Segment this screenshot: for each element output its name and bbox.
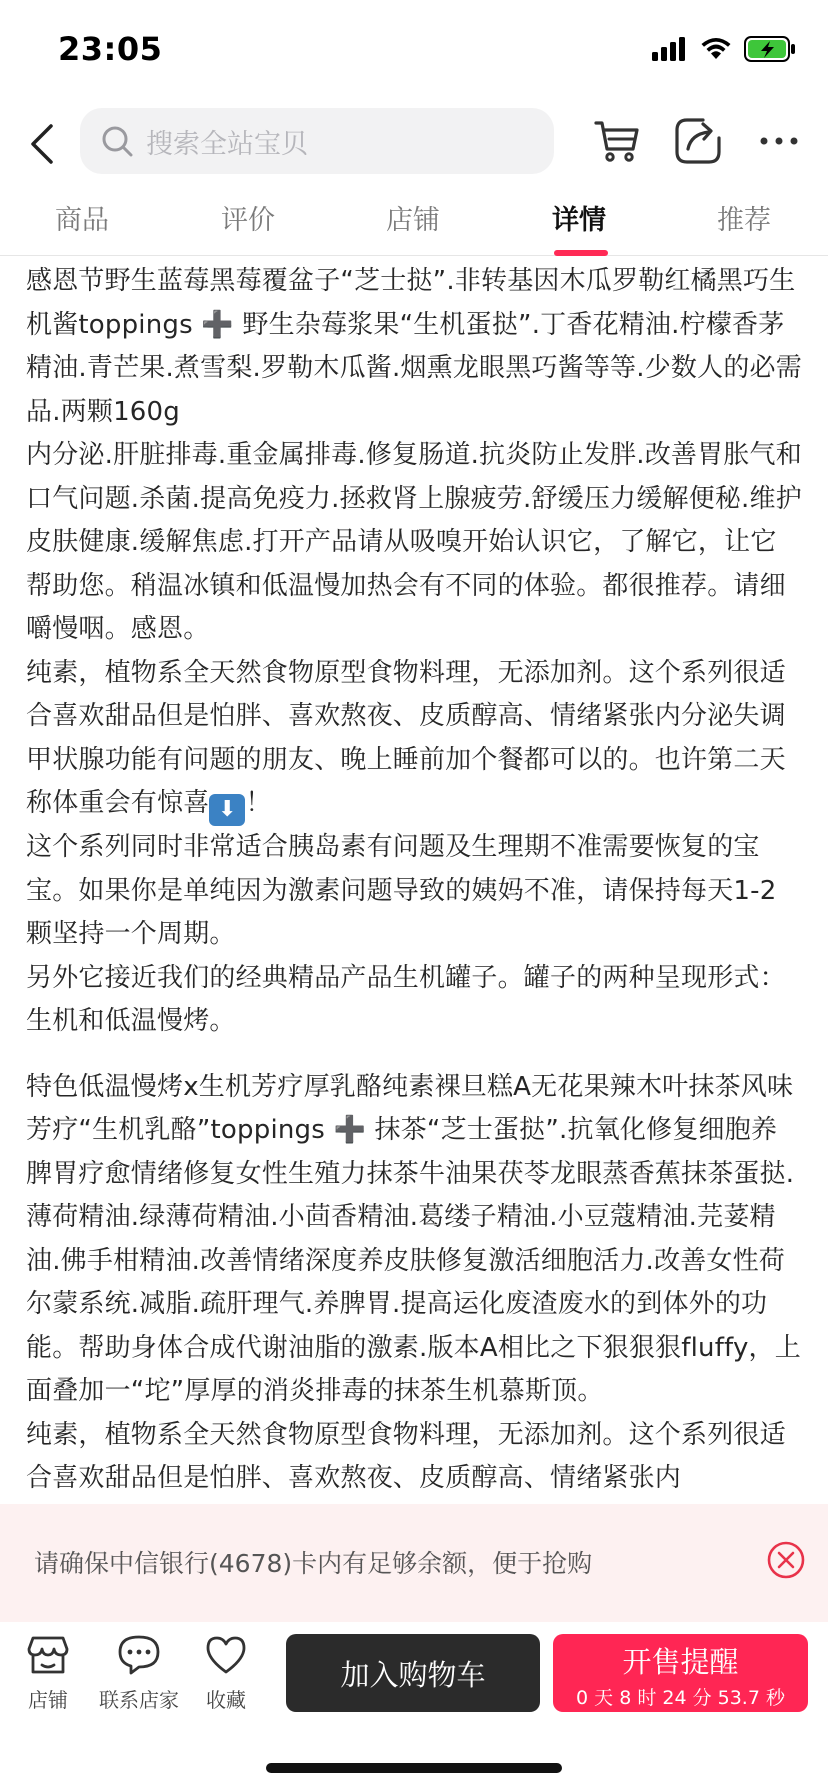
search-placeholder: 搜索全站宝贝: [146, 128, 308, 160]
back-button[interactable]: [14, 116, 70, 172]
status-bar: [0, 0, 828, 100]
top-nav: [0, 100, 828, 188]
cellular-signal-icon: [652, 37, 688, 61]
share-button[interactable]: [669, 112, 727, 170]
store-button[interactable]: [3, 1634, 93, 1713]
store-label: 店铺: [28, 1688, 68, 1712]
contact-label: 联系店家: [99, 1688, 179, 1712]
paragraph-text: 纯素，植物系全天然食物原型食物料理，无添加剂。这个系列很适合喜欢甜品但是怕胖、喜欢熬夜、皮质醇高、情绪紧张内分泌失调甲状腺功能有问题的朋友、晚上睡前加个餐都可以的。也许第二天称体重会有惊喜: [26, 657, 786, 818]
tab-details[interactable]: 详情: [552, 205, 606, 236]
chevron-left-icon: [27, 123, 57, 165]
balance-notice-bar: [0, 1504, 828, 1622]
status-icons: [652, 36, 796, 62]
down-arrow-emoji-icon: ⬇: [209, 794, 245, 826]
detail-tabs: [0, 188, 828, 256]
detail-paragraph: 特色低温慢烤x生机芳疗厚乳酪纯素裸旦糕A无花果辣木叶抹茶风味芳疗“生机乳酪”toppings ➕ 抹茶“芝士蛋挞”.抗氧化修复细胞养脾胃疗愈情绪修复女性生殖力抹茶牛油果茯苓龙眼蒸香蕉抹茶蛋挞.薄荷精油.绿薄荷精油.小茴香精油.葛缕子精油.小豆蔻精油.芫荽精油.佛手柑精油.改善情绪深度养皮肤修复激活细胞活力.改善女性荷尔蒙系统.减脂.疏肝理气.养脾胃.提高运化废渣废水的到体外的功能。帮助身体合成代谢油脂的激素.版本A相比之下狠狠狠fluffy，上面叠加一“坨”厚厚的消炎排毒的抹茶生机慕斯顶。: [26, 1071, 801, 1406]
cart-icon: [593, 117, 641, 165]
detail-paragraph: 内分泌.肝脏排毒.重金属排毒.修复肠道.抗炎防止发胖.改善胃胀气和口气问题.杀菌.提高免疫力.拯救肾上腺疲劳.舒缓压力缓解便秘.维护皮肤健康.缓解焦虑.打开产品请从吸嗅开始认识它，了解它，让它帮助您。稍温冰镇和低温慢加热会有不同的体验。都很推荐。请细嚼慢咽。感恩。: [26, 440, 802, 644]
wifi-icon: [700, 37, 732, 61]
notice-text: 请确保中信银行(4678)卡内有足够余额，便于抢购: [34, 1549, 593, 1578]
favorite-label: 收藏: [206, 1688, 246, 1712]
paragraph-text: ！: [245, 788, 272, 818]
detail-paragraph: 这个系列同时非常适合胰岛素有问题及生理期不准需要恢复的宝宝。如果你是单纯因为激素问题导致的姨妈不准，请保持每天1-2颗坚持一个周期。: [26, 832, 777, 949]
add-to-cart-button[interactable]: 加入购物车: [286, 1634, 540, 1712]
favorite-button[interactable]: [181, 1634, 271, 1713]
detail-paragraph: 另外它接近我们的经典精品产品生机罐子。罐子的两种呈现形式：生机和低温慢烤。: [26, 962, 786, 1036]
contact-seller-button[interactable]: [94, 1634, 184, 1713]
sale-reminder-button[interactable]: [553, 1634, 808, 1712]
search-input[interactable]: [80, 108, 554, 174]
close-circle-icon: [766, 1540, 806, 1580]
tab-product[interactable]: 商品: [55, 205, 109, 236]
store-icon: [27, 1634, 69, 1676]
share-icon: [673, 116, 723, 166]
status-time: 23:05: [58, 30, 163, 68]
tab-reviews[interactable]: 评价: [221, 205, 275, 236]
tab-recommend[interactable]: 推荐: [717, 205, 771, 236]
more-dots-icon: [759, 135, 799, 147]
battery-charging-icon: [744, 36, 796, 62]
heart-icon: [204, 1634, 248, 1676]
countdown-text: 0 天 8 时 24 分 53.7 秒: [576, 1687, 785, 1709]
chat-bubble-icon: [117, 1634, 161, 1676]
detail-paragraph: 感恩节野生蓝莓黑莓覆盆子“芝士挞”.非转基因木瓜罗勒红橘黑巧生机酱toppings ➕ 野生杂莓浆果“生机蛋挞”.丁香花精油.柠檬香茅精油.青芒果.煮雪梨.罗勒木瓜酱.烟熏龙眼黑巧酱等等.少数人的必需品.两颗160g: [26, 266, 802, 427]
detail-paragraph: [0, 652, 828, 827]
more-button[interactable]: [750, 112, 808, 170]
cart-button[interactable]: [588, 112, 646, 170]
detail-content[interactable]: [0, 256, 828, 1504]
notice-close-button[interactable]: [766, 1540, 806, 1580]
reminder-label: 开售提醒: [622, 1645, 739, 1679]
search-icon: [100, 124, 134, 158]
detail-paragraph: 纯素，植物系全天然食物原型食物料理，无添加剂。这个系列很适合喜欢甜品但是怕胖、喜欢熬夜、皮质醇高、情绪紧张内: [26, 1419, 786, 1493]
home-indicator[interactable]: [266, 1763, 562, 1773]
tab-store[interactable]: 店铺: [386, 205, 440, 236]
